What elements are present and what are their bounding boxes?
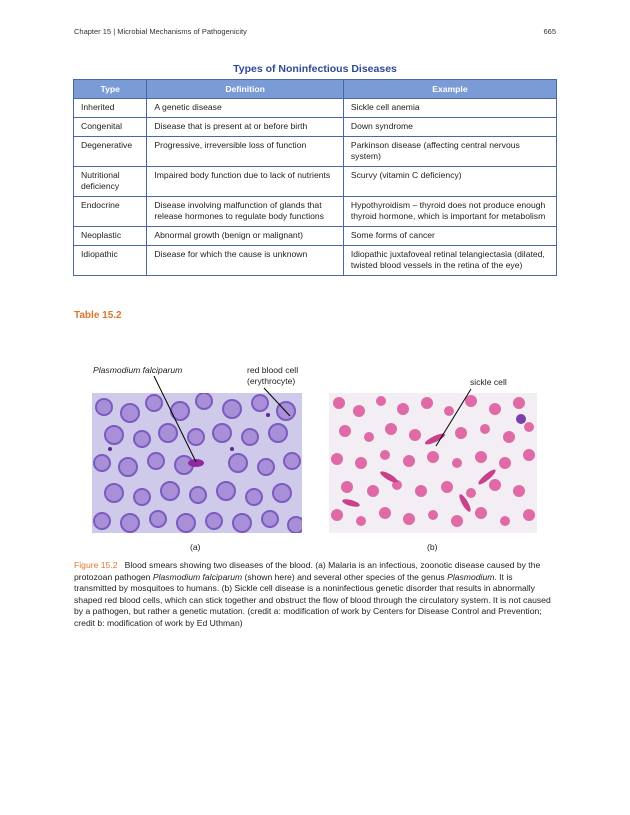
caption-text-2: (shown here) and several other species of the genus xyxy=(242,571,448,582)
cell-type: Neoplastic xyxy=(74,227,147,246)
label-rbc-line1: red blood cell xyxy=(247,365,299,375)
cell-definition: A genetic disease xyxy=(147,99,343,118)
label-sickle-cell: sickle cell xyxy=(470,377,507,387)
cell-example: Some forms of cancer xyxy=(343,227,556,246)
caption-italic-1: Plasmodium falciparum xyxy=(152,571,243,582)
cell-type: Congenital xyxy=(74,118,147,137)
cell-definition: Disease involving malfunction of glands that release hormones to regulate body functions xyxy=(147,197,343,227)
cell-type: Idiopathic xyxy=(74,246,147,276)
table-title: Types of Noninfectious Diseases xyxy=(233,63,397,75)
label-plasmodium: Plasmodium falciparum xyxy=(93,365,183,375)
caption-text-1: Blood smears showing two diseases of the blood. (a) Malaria is an infectious, zoonotic disease caused by the protozoan pathogen xyxy=(74,560,541,582)
cell-example: Scurvy (vitamin C deficiency) xyxy=(343,167,556,197)
column-header-example: Example xyxy=(343,80,556,99)
column-header-definition: Definition xyxy=(147,80,343,99)
panel-label-b: (b) xyxy=(427,542,438,552)
panel-label-a: (a) xyxy=(190,542,201,552)
cell-type: Nutritional deficiency xyxy=(74,167,147,197)
figure-label: Figure 15.2 xyxy=(74,560,118,570)
cell-definition: Disease for which the cause is unknown xyxy=(147,246,343,276)
cell-type: Inherited xyxy=(74,99,147,118)
cell-definition: Impaired body function due to lack of nutrients xyxy=(147,167,343,197)
caption-italic-2: Plasmodium xyxy=(447,571,495,582)
cell-example: Sickle cell anemia xyxy=(343,99,556,118)
running-header: Chapter 15 | Microbial Mechanisms of Pathogenicity xyxy=(74,27,247,36)
cell-type: Degenerative xyxy=(74,137,147,167)
caption-text-3: . It is transmitted by mosquitoes to humans. (b) Sickle cell disease is a noninfectious genetic disorder that results in abnormally shaped red blood cells, which can stick together and obstruct the flow of blood through the circulatory system. It is not caused by a pathogen, but rather a genetic mutation. (credit a: modification of work by Centers for Disease Control and Prevention; credit b: modification of work by Ed Uthman) xyxy=(74,571,551,628)
cell-example: Idiopathic juxtafoveal retinal telangiectasia (dilated, twisted blood vessels in the retina of the eye) xyxy=(343,246,556,276)
column-header-type: Type xyxy=(74,80,147,99)
cell-type: Endocrine xyxy=(74,197,147,227)
cell-example: Parkinson disease (affecting central nervous system) xyxy=(343,137,556,167)
cell-definition: Abnormal growth (benign or malignant) xyxy=(147,227,343,246)
cell-example: Down syndrome xyxy=(343,118,556,137)
cell-definition: Disease that is present at or before birth xyxy=(147,118,343,137)
cell-example: Hypothyroidism – thyroid does not produce enough thyroid hormone, which is important for metabolism xyxy=(343,197,556,227)
page-number: 665 xyxy=(543,27,556,36)
cell-definition: Progressive, irreversible loss of function xyxy=(147,137,343,167)
table-label: Table 15.2 xyxy=(74,310,122,321)
figure-caption xyxy=(74,560,556,630)
label-rbc-line2: (erythrocyte) xyxy=(247,376,296,386)
